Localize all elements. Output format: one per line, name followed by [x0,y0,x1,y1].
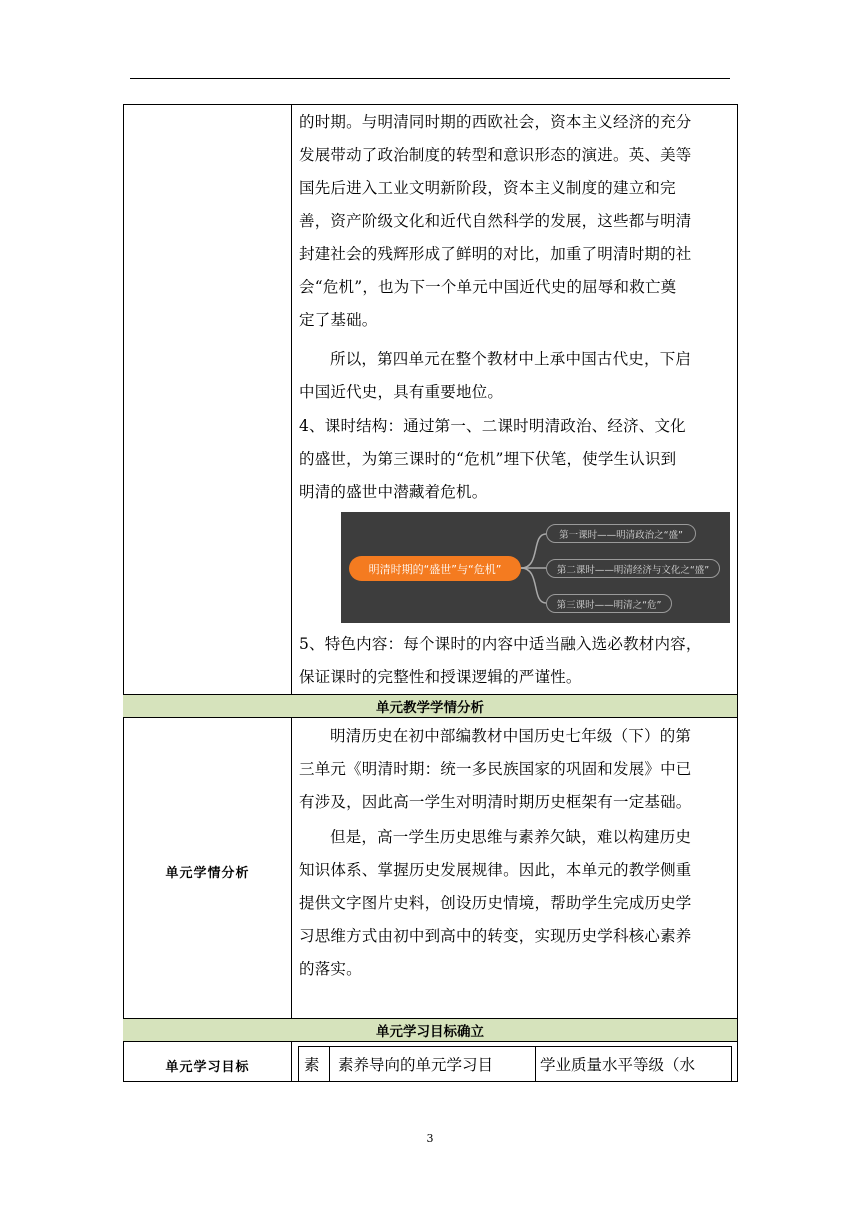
mindmap-center-node: 明清时期的“盛世”与“危机” [349,556,521,581]
paragraph: 所以，第四单元在整个教材中上承中国古代史，下启 中国近代史，具有重要地位。 [299,350,692,401]
row-label: 单元学习目标 [165,1060,250,1075]
paragraph: 的时期。与明清同时期的西欧社会，资本主义经济的充分 发展带动了政治制度的转型和意识形态的演进。英、美等 国先后进入工业文明新阶段，资本主义制度的建立和完 善，资产阶级文化和近代自然科学的发展，这些都与明清 封建社会的残辉形成了鲜明的对比，加重了明清时期的社 会“危机”，也为下一个单元中国近代史的屈辱和救亡奠 定了基础。 [299,113,692,329]
table-cell: 学业质量水平等级（水 [540,1056,696,1074]
cell-border [535,1046,536,1082]
cell-border [298,1046,731,1047]
mindmap-node: 第三课时——明清之“危” [546,594,672,613]
section-header: 单元教学学情分析 [123,694,737,718]
column-divider [291,104,292,694]
page-number: 3 [426,1132,434,1145]
paragraph: 5、特色内容：每个课时的内容中适当融入选必教材内容， 保证课时的完整性和授课逻辑的严谨性。 [299,635,702,686]
cell-border [731,1046,732,1082]
paragraph: 明清历史在初中部编教材中国历史七年级（下）的第 三单元《明清时期：统一多民族国家的巩固和发展》中已 有涉及，因此高一学生对明清时期历史框架有一定基础。 [299,727,692,811]
table-cell: 素养导向的单元学习目 [338,1056,494,1074]
mindmap-image [341,512,730,623]
paragraph: 但是，高一学生历史思维与素养欠缺，难以构建历史 知识体系、掌握历史发展规律。因此，本单元的教学侧重 提供文字图片史料，创设历史情境，帮助学生完成历史学 习思维方式由初中到高中的转变，实现历史学科核心素养 的落实。 [299,828,692,978]
mindmap-node: 第二课时——明清经济与文化之“盛” [546,559,720,578]
column-divider [291,718,292,1018]
row-label: 单元学情分析 [165,866,250,881]
cell-border [329,1046,330,1082]
cell-border [298,1046,299,1082]
table-cell: 素 [304,1056,320,1074]
cell-border [291,1042,292,1082]
header-rule [130,78,730,79]
paragraph: 4、课时结构：通过第一、二课时明清政治、经济、文化 的盛世，为第三课时的“危机”埋下伏笔，使学生认识到 明清的盛世中潜藏着危机。 [299,417,686,501]
mindmap-node: 第一课时——明清政治之“盛” [546,524,696,543]
section-header: 单元学习目标确立 [123,1018,737,1042]
